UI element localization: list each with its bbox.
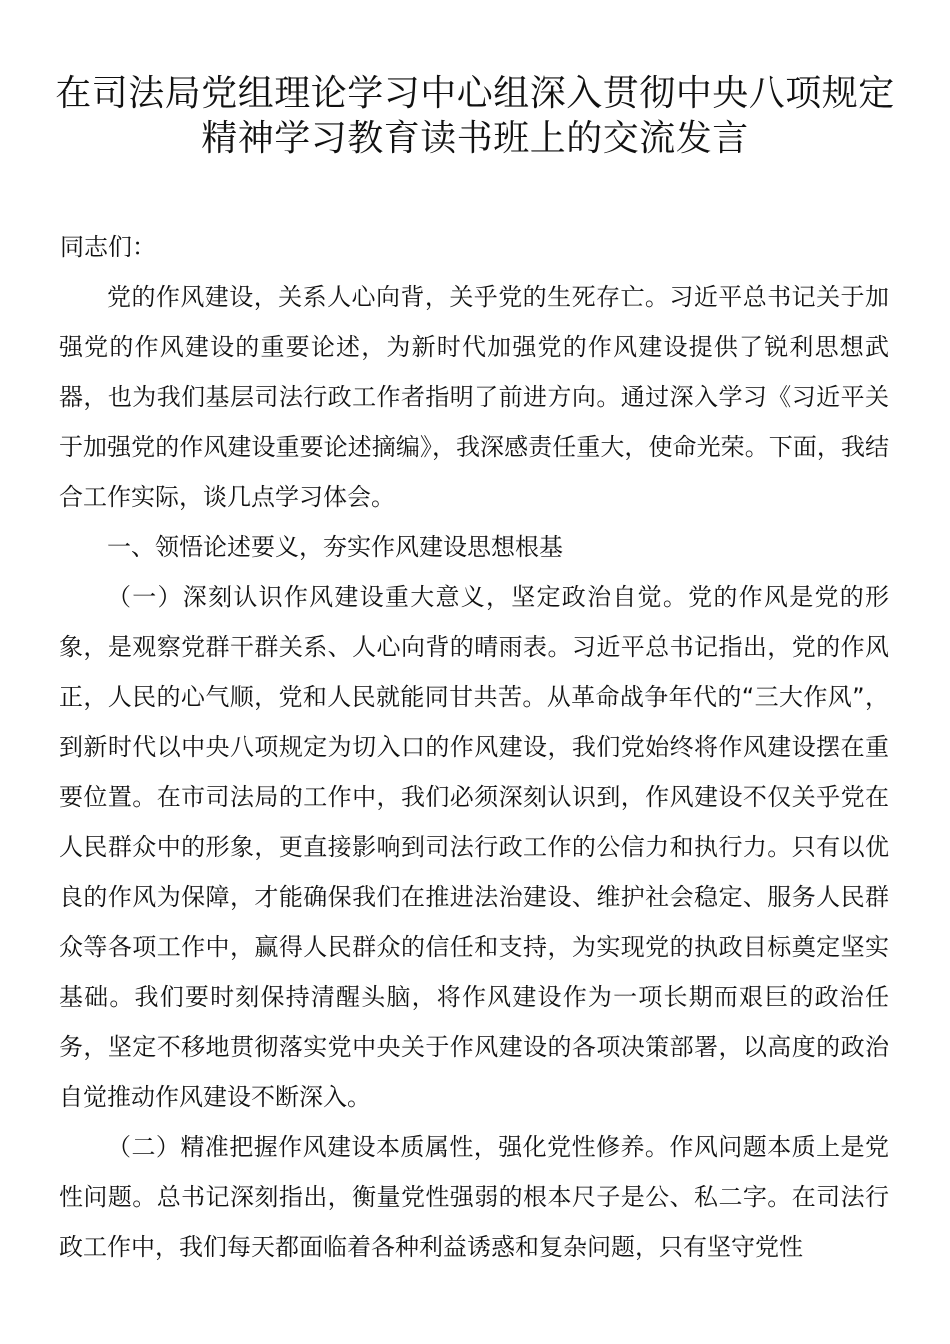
section-heading-1: 一、领悟论述要义，夯实作风建设思想根基 — [107, 533, 563, 561]
paragraph-intro: 党的作风建设，关系人心向背，关乎党的生死存亡。习近平总书记关于加强党的作风建设的重要论述，为新时代加强党的作风建设提供了锐利思想武器，也为我们基层司法行政工作者指明了前进方向。通过深入学习《习近平关于加强党的作风建设重要论述摘编》，我深感责任重大，使命光荣。下面，我结合工作实际，谈几点学习体会。 — [59, 283, 889, 511]
document-body — [59, 222, 889, 1272]
salutation: 同志们： — [60, 233, 156, 261]
document-title-line-2: 精神学习教育读书班上的交流发言 — [201, 118, 749, 159]
document-title-line-1: 在司法局党组理论学习中心组深入贯彻中央八项规定 — [55, 73, 895, 114]
paragraph-section-1-2: （二）精准把握作风建设本质属性，强化党性修养。作风问题本质上是党性问题。总书记深刻指出，衡量党性强弱的根本尺子是公、私二字。在司法行政工作中，我们每天都面临着各种利益诱惑和复杂问题，只有坚守党性 — [59, 1133, 889, 1261]
paragraph-section-1-1: （一）深刻认识作风建设重大意义，坚定政治自觉。党的作风是党的形象，是观察党群干群关系、人心向背的晴雨表。习近平总书记指出，党的作风正，人民的心气顺，党和人民就能同甘共苦。从革命战争年代的“三大作风”，到新时代以中央八项规定为切入口的作风建设，我们党始终将作风建设摆在重要位置。在市司法局的工作中，我们必须深刻认识到，作风建设不仅关乎党在人民群众中的形象，更直接影响到司法行政工作的公信力和执行力。只有以优良的作风为保障，才能确保我们在推进法治建设、维护社会稳定、服务人民群众等各项工作中，赢得人民群众的信任和支持，为实现党的执政目标奠定坚实基础。我们要时刻保持清醒头脑，将作风建设作为一项长期而艰巨的政治任务，坚定不移地贯彻落实党中央关于作风建设的各项决策部署，以高度的政治自觉推动作风建设不断深入。 — [59, 583, 889, 1111]
